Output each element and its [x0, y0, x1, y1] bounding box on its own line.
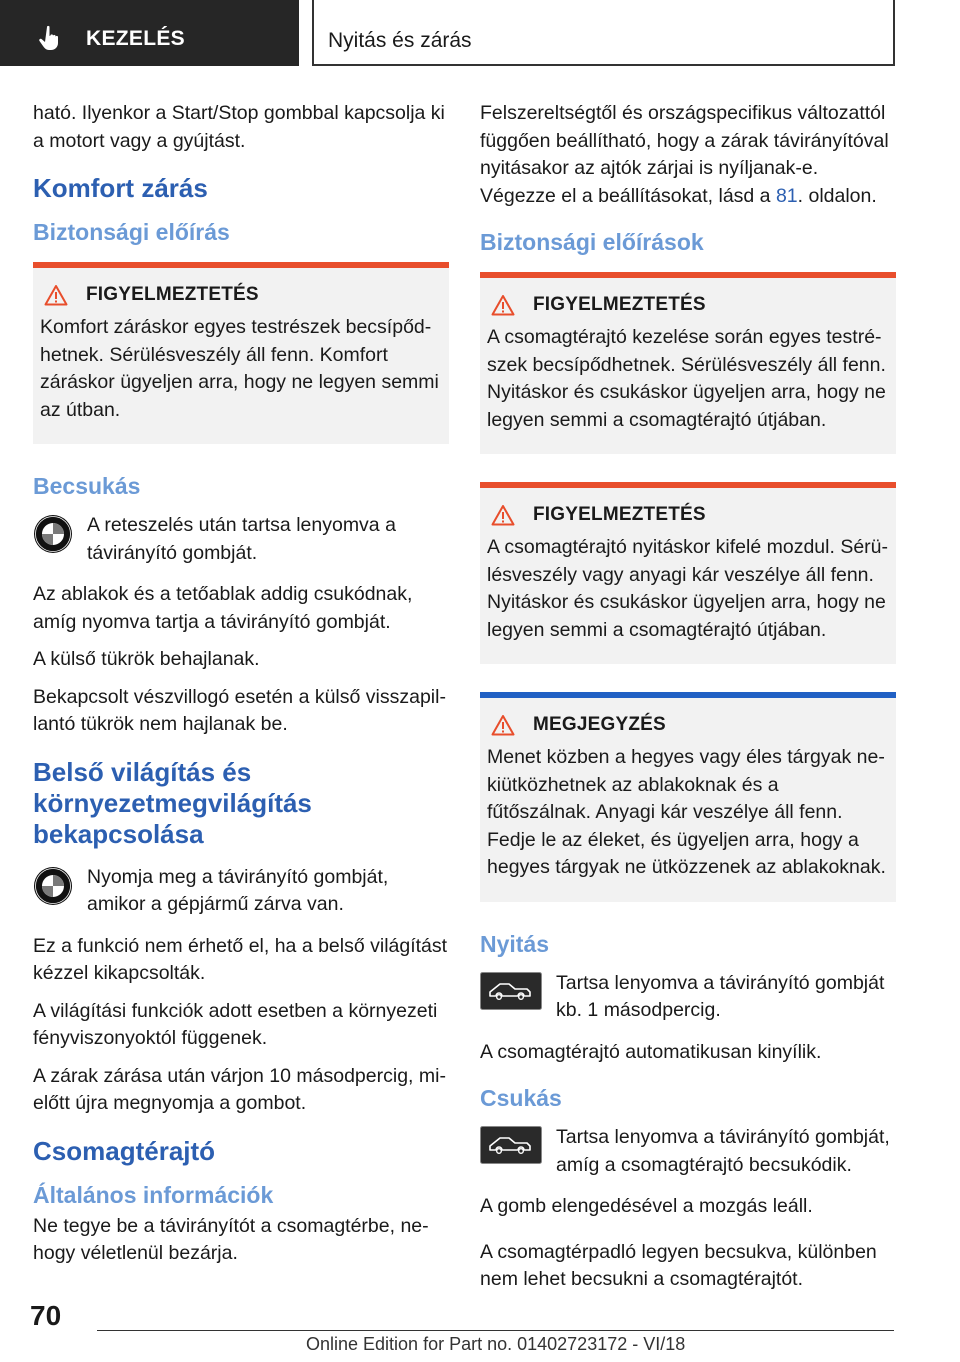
intro-paragraph: ható. Ilyenkor a Start/Stop gombbal kapcsolja ki a motort vagy a gyújtást.: [33, 102, 445, 152]
csukas-instruction: [480, 1124, 896, 1179]
warning-triangle-icon: [491, 504, 515, 526]
heading-altalanos-informaciok: Általános információk: [33, 1181, 274, 1208]
chapter-tab-label: KEZELÉS: [86, 27, 185, 50]
nyitas-instruction: [480, 970, 896, 1025]
edition-footer: Online Edition for Part no. 01402723172 - VI/18: [306, 1334, 686, 1354]
tailgate-button-icon: [480, 972, 542, 1010]
chapter-tab[interactable]: [0, 0, 299, 66]
felszereltseg-text-a: Felszereltségtől és országspecifikus változattól függően beállítható, hogy a zárak távirányítóval nyitásakor az ajtók zárjai is nyíljanak-e. Végezze el a beállításokat, lásd a: [480, 102, 889, 207]
felszereltseg-paragraph: [480, 100, 896, 210]
warning-box: [480, 272, 896, 454]
netegye-paragraph: Ne tegye be a távirányítót a csomagtérbe, nehogy véletlenül bezárja.: [33, 1214, 429, 1264]
note-title: [487, 714, 888, 736]
left-column: [33, 100, 449, 1278]
page-reference-link[interactable]: 81: [775, 184, 798, 207]
warning-box: [33, 262, 449, 444]
warning-title-text: FIGYELMEZTETÉS: [86, 284, 259, 305]
page-number: 70: [30, 1300, 62, 1331]
bmw-key-logo-icon: [33, 866, 73, 906]
section-title: Nyitás és zárás: [328, 29, 472, 52]
heading-biztonsagi-eloirasok: Biztonsági előírások: [480, 229, 704, 255]
elengedes-paragraph: A gomb elengedésével a mozgás leáll.: [480, 1195, 813, 1217]
footer-divider: [97, 1330, 894, 1331]
right-column: [480, 100, 896, 1304]
warning-title: [40, 284, 441, 306]
hand-pointer-icon: [38, 24, 66, 52]
ablakok-paragraph: Az ablakok és a tetőablak addig csukódnak, amíg nyomva tartja a távirányító gombját.: [33, 583, 413, 633]
nyitas-text: Tartsa lenyomva a távirányító gombját kb. 1 másodpercig.: [556, 971, 885, 1021]
warning-title-text: FIGYELMEZTETÉS: [533, 504, 706, 525]
warning-triangle-icon: [491, 294, 515, 316]
warning-title-text: FIGYELMEZTETÉS: [533, 294, 706, 315]
warning-triangle-icon: [491, 714, 515, 736]
veszvillogo-paragraph: Bekapcsolt vészvillogó esetén a külső visszapillantó tükrök nem hajlanak be.: [33, 685, 446, 735]
heading-biztonsagi-eloiras: Biztonsági előírás: [33, 219, 230, 245]
heading-nyitas: Nyitás: [480, 930, 550, 957]
heading-komfort-zaras: Komfort zárás: [33, 173, 208, 203]
tukrok-paragraph: A külső tükrök behajlanak.: [33, 648, 260, 670]
automatikus-paragraph: A csomagtérajtó automatikusan kinyílik.: [480, 1040, 822, 1063]
zarak-paragraph: A zárak zárása után várjon 10 másodpercig, mielőtt újra megnyomja a gombot.: [33, 1064, 446, 1114]
heading-belso-vilagitas: Belső világítás és környezetmegvilágítás bekapcsolása: [33, 756, 312, 849]
warning-triangle-icon: [44, 284, 68, 306]
becsukas-text: A reteszelés után tartsa lenyomva a távirányító gombját.: [87, 514, 396, 564]
warning-text: Komfort záráskor egyes testrészek becsípődhetnek. Sérülésveszély áll fenn. Komfort záráskor ügyeljen arra, hogy ne legyen semmi az útban.: [40, 316, 439, 421]
becsukas-instruction: [33, 512, 449, 567]
note-title-text: MEGJEGYZÉS: [533, 714, 666, 735]
note-box: [480, 692, 896, 902]
felszereltseg-text-b: . oldalon.: [797, 184, 877, 207]
warning-title: [487, 294, 888, 316]
note-text: Menet közben a hegyes vagy éles tárgyak nekiütközhetnek az ablakoknak és a fűtőszálnak. Anyagi kár veszélye áll fenn. Fedje le az éleket, és ügyeljen arra, hogy a hegyes tárgyak ne ütközzenek az ablakoknak.: [487, 746, 886, 878]
warning-title: [487, 504, 888, 526]
belso-instruction: [33, 864, 449, 919]
csukas-text: Tartsa lenyomva a távirányító gombját, amíg a csomagtérajtó becsukódik.: [556, 1126, 890, 1176]
bmw-key-logo-icon: [33, 514, 73, 554]
warning-box: [480, 482, 896, 664]
heading-becsukas: Becsukás: [33, 473, 141, 499]
belso-text: Nyomja meg a távirányító gombját, amikor a gépjármű zárva van.: [87, 865, 389, 915]
vilagitasi-paragraph: A világítási funkciók adott esetben a környezeti fényviszonyoktól függenek.: [33, 999, 438, 1049]
tailgate-button-icon: [480, 1126, 542, 1164]
warning-text: A csomagtérajtó kezelése során egyes testrészek becsípődhetnek. Sérülésveszély áll fenn. Nyitáskor és csukáskor ügyeljen arra, hogy ne legyen semmi a csomagtérajtó útjában.: [487, 326, 886, 431]
funkcio-paragraph: Ez a funkció nem érhető el, ha a belső világítást kézzel kikapcsolták.: [33, 934, 448, 984]
section-header: [312, 0, 895, 66]
padlo-paragraph: A csomagtérpadló legyen becsukva, különben nem lehet becsukni a csomagtérajtót.: [480, 1240, 877, 1290]
warning-text: A csomagtérajtó nyitáskor kifelé mozdul. Sérülésveszély vagy anyagi kár veszélye áll fenn. Nyitáskor és csukáskor ügyeljen arra, hogy ne legyen semmi a csomagtérajtó útjában.: [487, 536, 889, 641]
heading-csukas: Csukás: [480, 1085, 562, 1111]
heading-csomagterajto: Csomagtérajtó: [33, 1135, 216, 1166]
